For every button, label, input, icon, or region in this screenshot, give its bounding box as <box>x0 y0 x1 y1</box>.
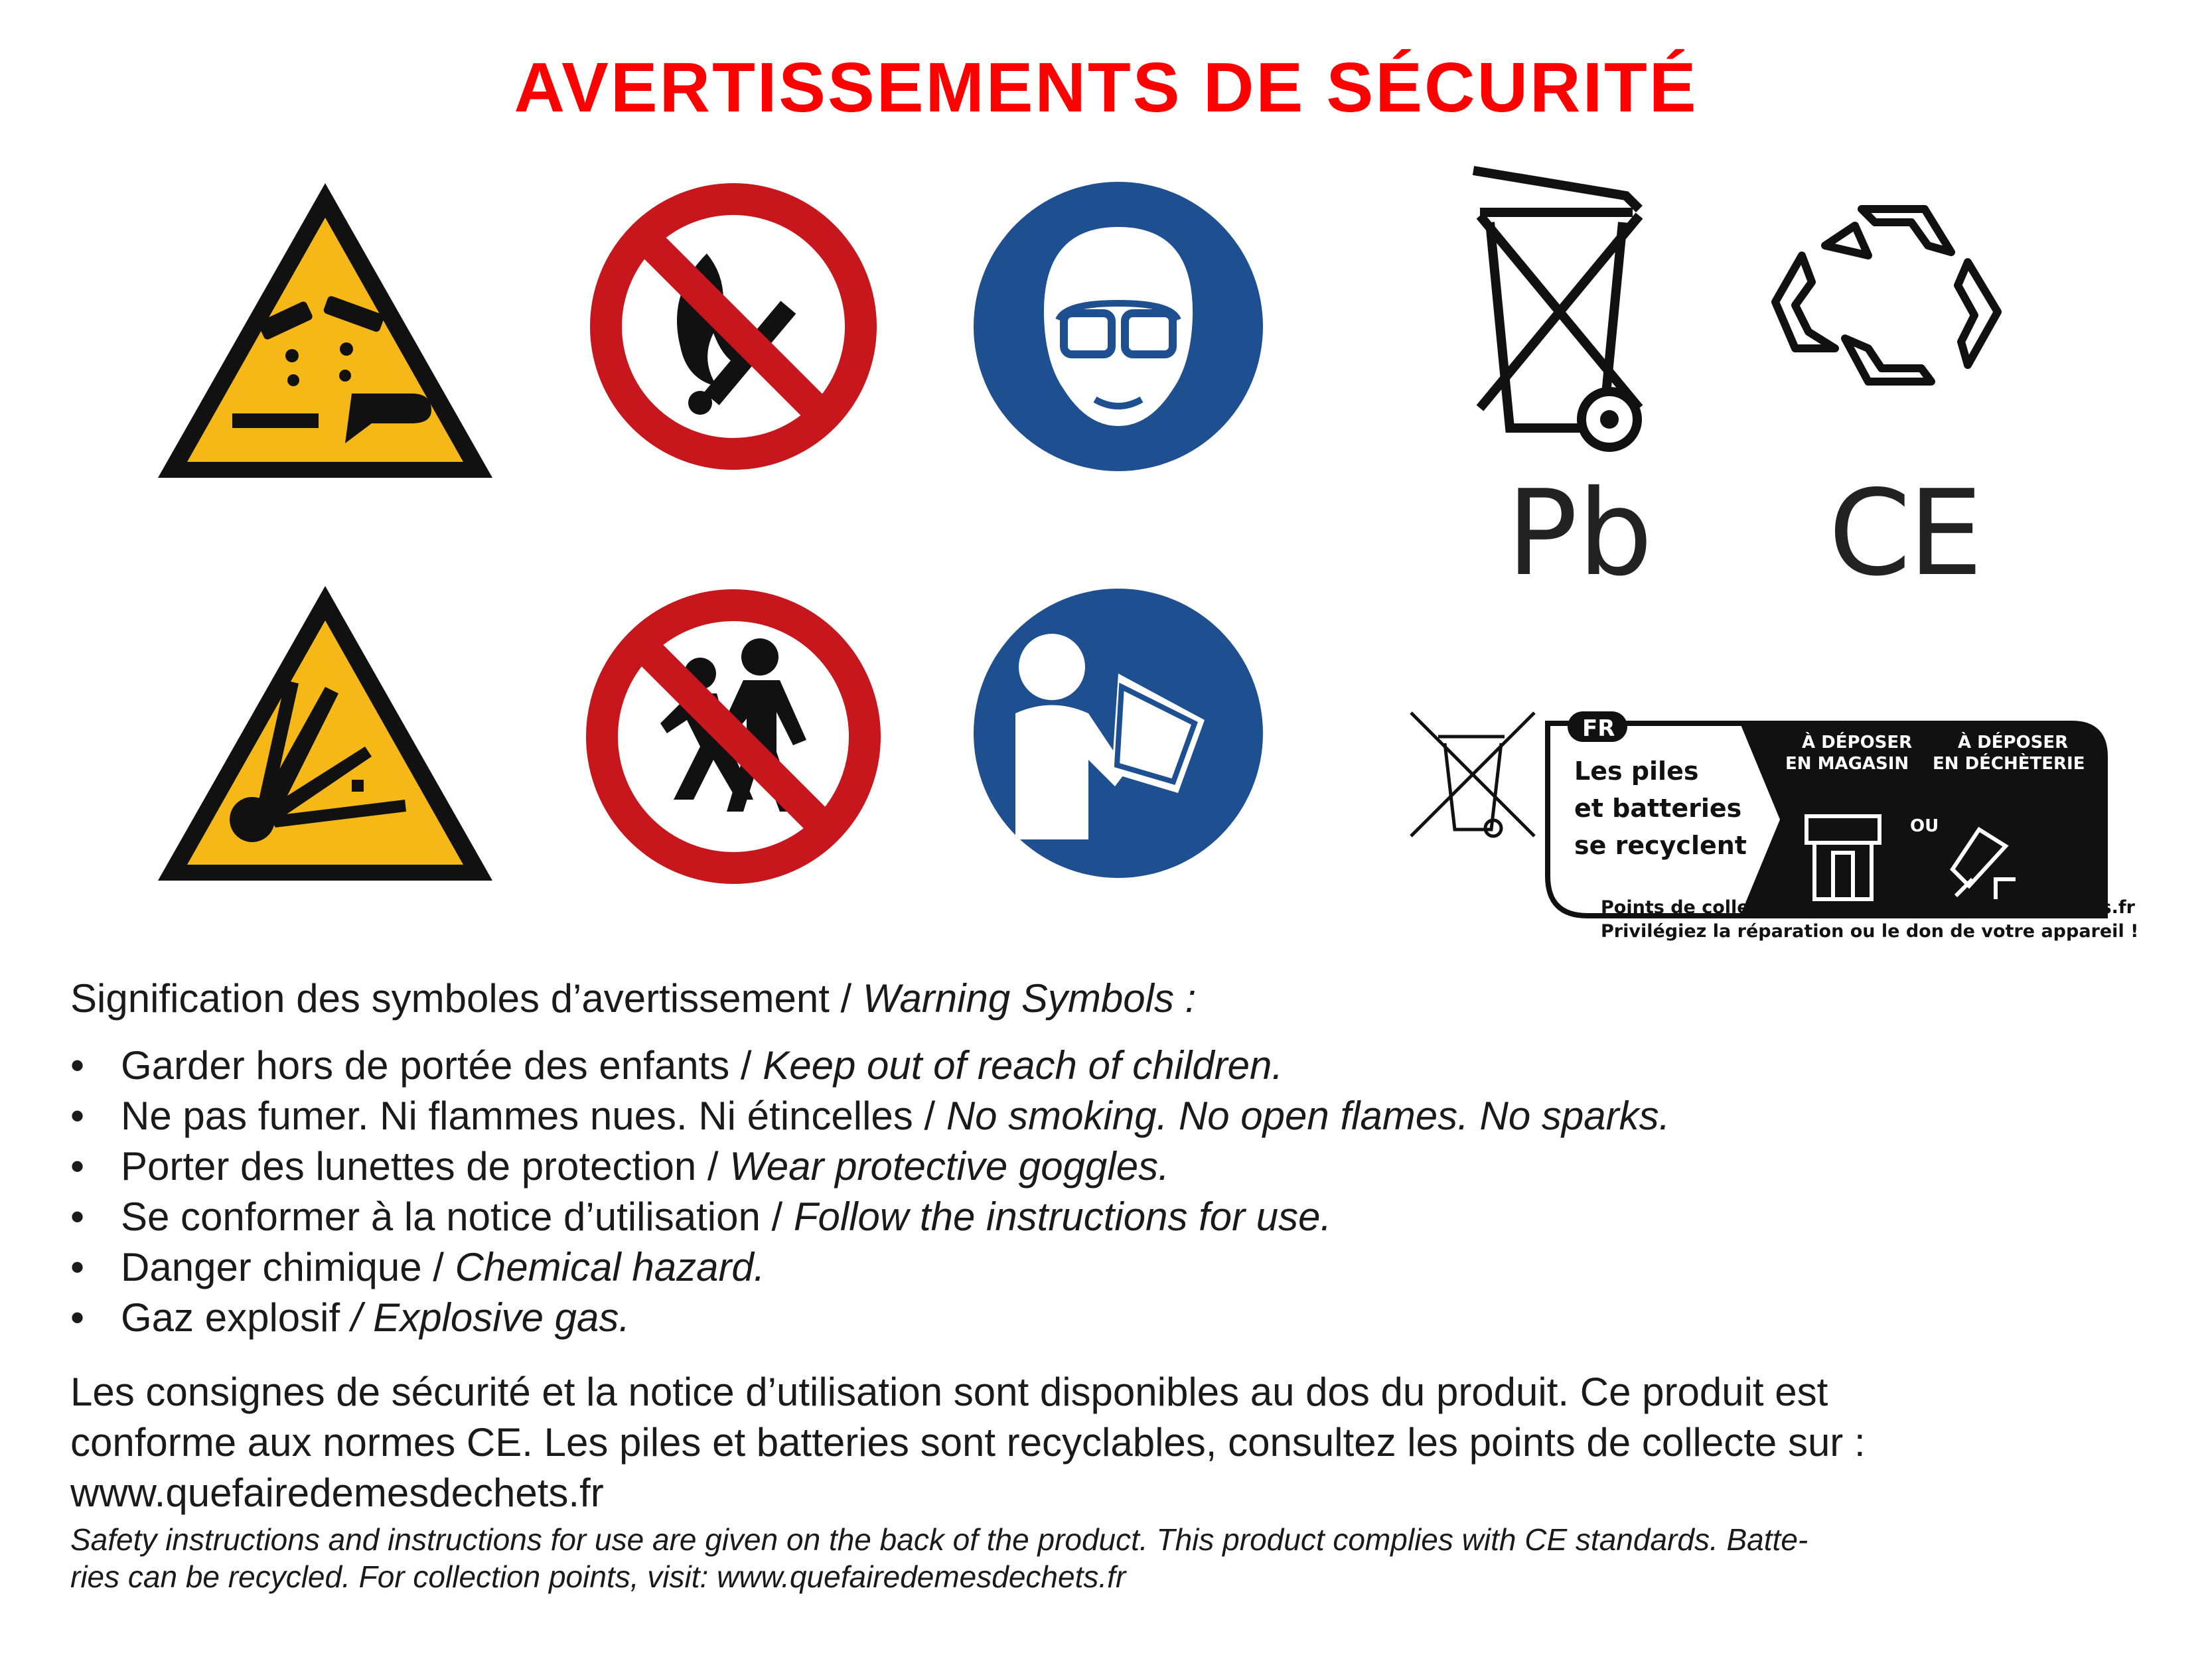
warning-fr: Gaz explosif <box>121 1295 351 1340</box>
warning-fr: Garder hors de portée des enfants / <box>121 1043 763 1088</box>
goggles-mandatory-icon <box>972 180 1264 472</box>
ce-mark-label: CE <box>1828 465 1980 602</box>
warning-en: / Explosive gas. <box>350 1295 630 1340</box>
explosive-warning-icon <box>153 581 498 886</box>
store-label-2: EN MAGASIN <box>1785 754 1909 774</box>
bullet: • <box>70 1295 85 1340</box>
warning-fr: Danger chimique / <box>121 1245 455 1289</box>
banner-country: FR <box>1582 715 1615 742</box>
bullet: • <box>70 1144 85 1189</box>
safety-notice-en <box>70 1521 2141 1595</box>
notice-fr-line: conforme aux normes CE. Les piles et batteries sont recyclables, consultez les points de collecte sur : <box>70 1420 1866 1465</box>
safety-notice-fr <box>70 1367 2141 1518</box>
intro-fr: Signification des symboles d’avertissement / <box>70 976 863 1021</box>
list-item <box>70 1242 1670 1293</box>
warning-en: Chemical hazard. <box>455 1245 765 1289</box>
notice-fr-line: www.quefairedemesdechets.fr <box>70 1471 604 1515</box>
list-item <box>70 1192 1670 1242</box>
warning-en: Keep out of reach of children. <box>763 1043 1284 1088</box>
bullet: • <box>70 1094 85 1138</box>
notice-fr-line: Les consignes de sécurité et la notice d’utilisation sont disponibles au dos du produit. Ce produit est <box>70 1370 1828 1414</box>
store-label-1: À DÉPOSER <box>1802 733 1913 753</box>
or-label: OU <box>1910 816 1939 836</box>
list-item <box>70 1293 1670 1343</box>
notice-en-line: Safety instructions and instructions for use are given on the back of the product. This product complies with CE standards. Batte- <box>70 1522 1808 1557</box>
bullet: • <box>70 1043 85 1088</box>
dump-label-1: À DÉPOSER <box>1958 733 2069 753</box>
no-open-flame-icon <box>587 180 879 472</box>
page-title: AVERTISSEMENTS DE SÉCURITÉ <box>514 48 1698 127</box>
list-item <box>70 1141 1670 1192</box>
banner-footer-2: Privilégiez la réparation ou le don de votre appareil ! <box>1601 921 2139 942</box>
read-instructions-icon <box>972 587 1264 879</box>
list-item <box>70 1091 1670 1141</box>
dump-label-2: EN DÉCHÈTERIE <box>1933 754 2085 774</box>
crossed-out-wheelie-bin-icon <box>1460 163 1659 461</box>
warning-en: Follow the instructions for use. <box>793 1194 1332 1239</box>
warning-fr: Ne pas fumer. Ni flammes nues. Ni étincelles / <box>121 1094 946 1138</box>
warning-list <box>70 1041 1670 1343</box>
banner-line3: se recyclent <box>1574 831 1747 860</box>
bullet: • <box>70 1245 85 1289</box>
intro-en: Warning Symbols : <box>862 976 1197 1021</box>
keep-away-from-children-icon <box>584 587 883 886</box>
corrosive-warning-icon <box>153 178 498 483</box>
symbols-intro <box>70 975 2141 1021</box>
warning-fr: Porter des lunettes de protection / <box>121 1144 730 1189</box>
banner-footer-1: Points de collecte sur www.quefairedemesdechets.fr <box>1601 897 2135 918</box>
bullet: • <box>70 1194 85 1239</box>
banner-line2: et batteries <box>1574 794 1742 823</box>
lead-symbol-label: Pb <box>1507 465 1653 602</box>
warning-en: No smoking. No open flames. No sparks. <box>946 1094 1670 1138</box>
banner-line1: Les piles <box>1574 757 1699 786</box>
list-item <box>70 1041 1670 1091</box>
recycling-icon <box>1762 182 2028 441</box>
warning-fr: Se conformer à la notice d’utilisation / <box>121 1194 794 1239</box>
notice-en-line: ries can be recycled. For collection points, visit: www.quefairedemesdechets.fr <box>70 1559 1126 1594</box>
warning-en: Wear protective goggles. <box>729 1144 1169 1189</box>
